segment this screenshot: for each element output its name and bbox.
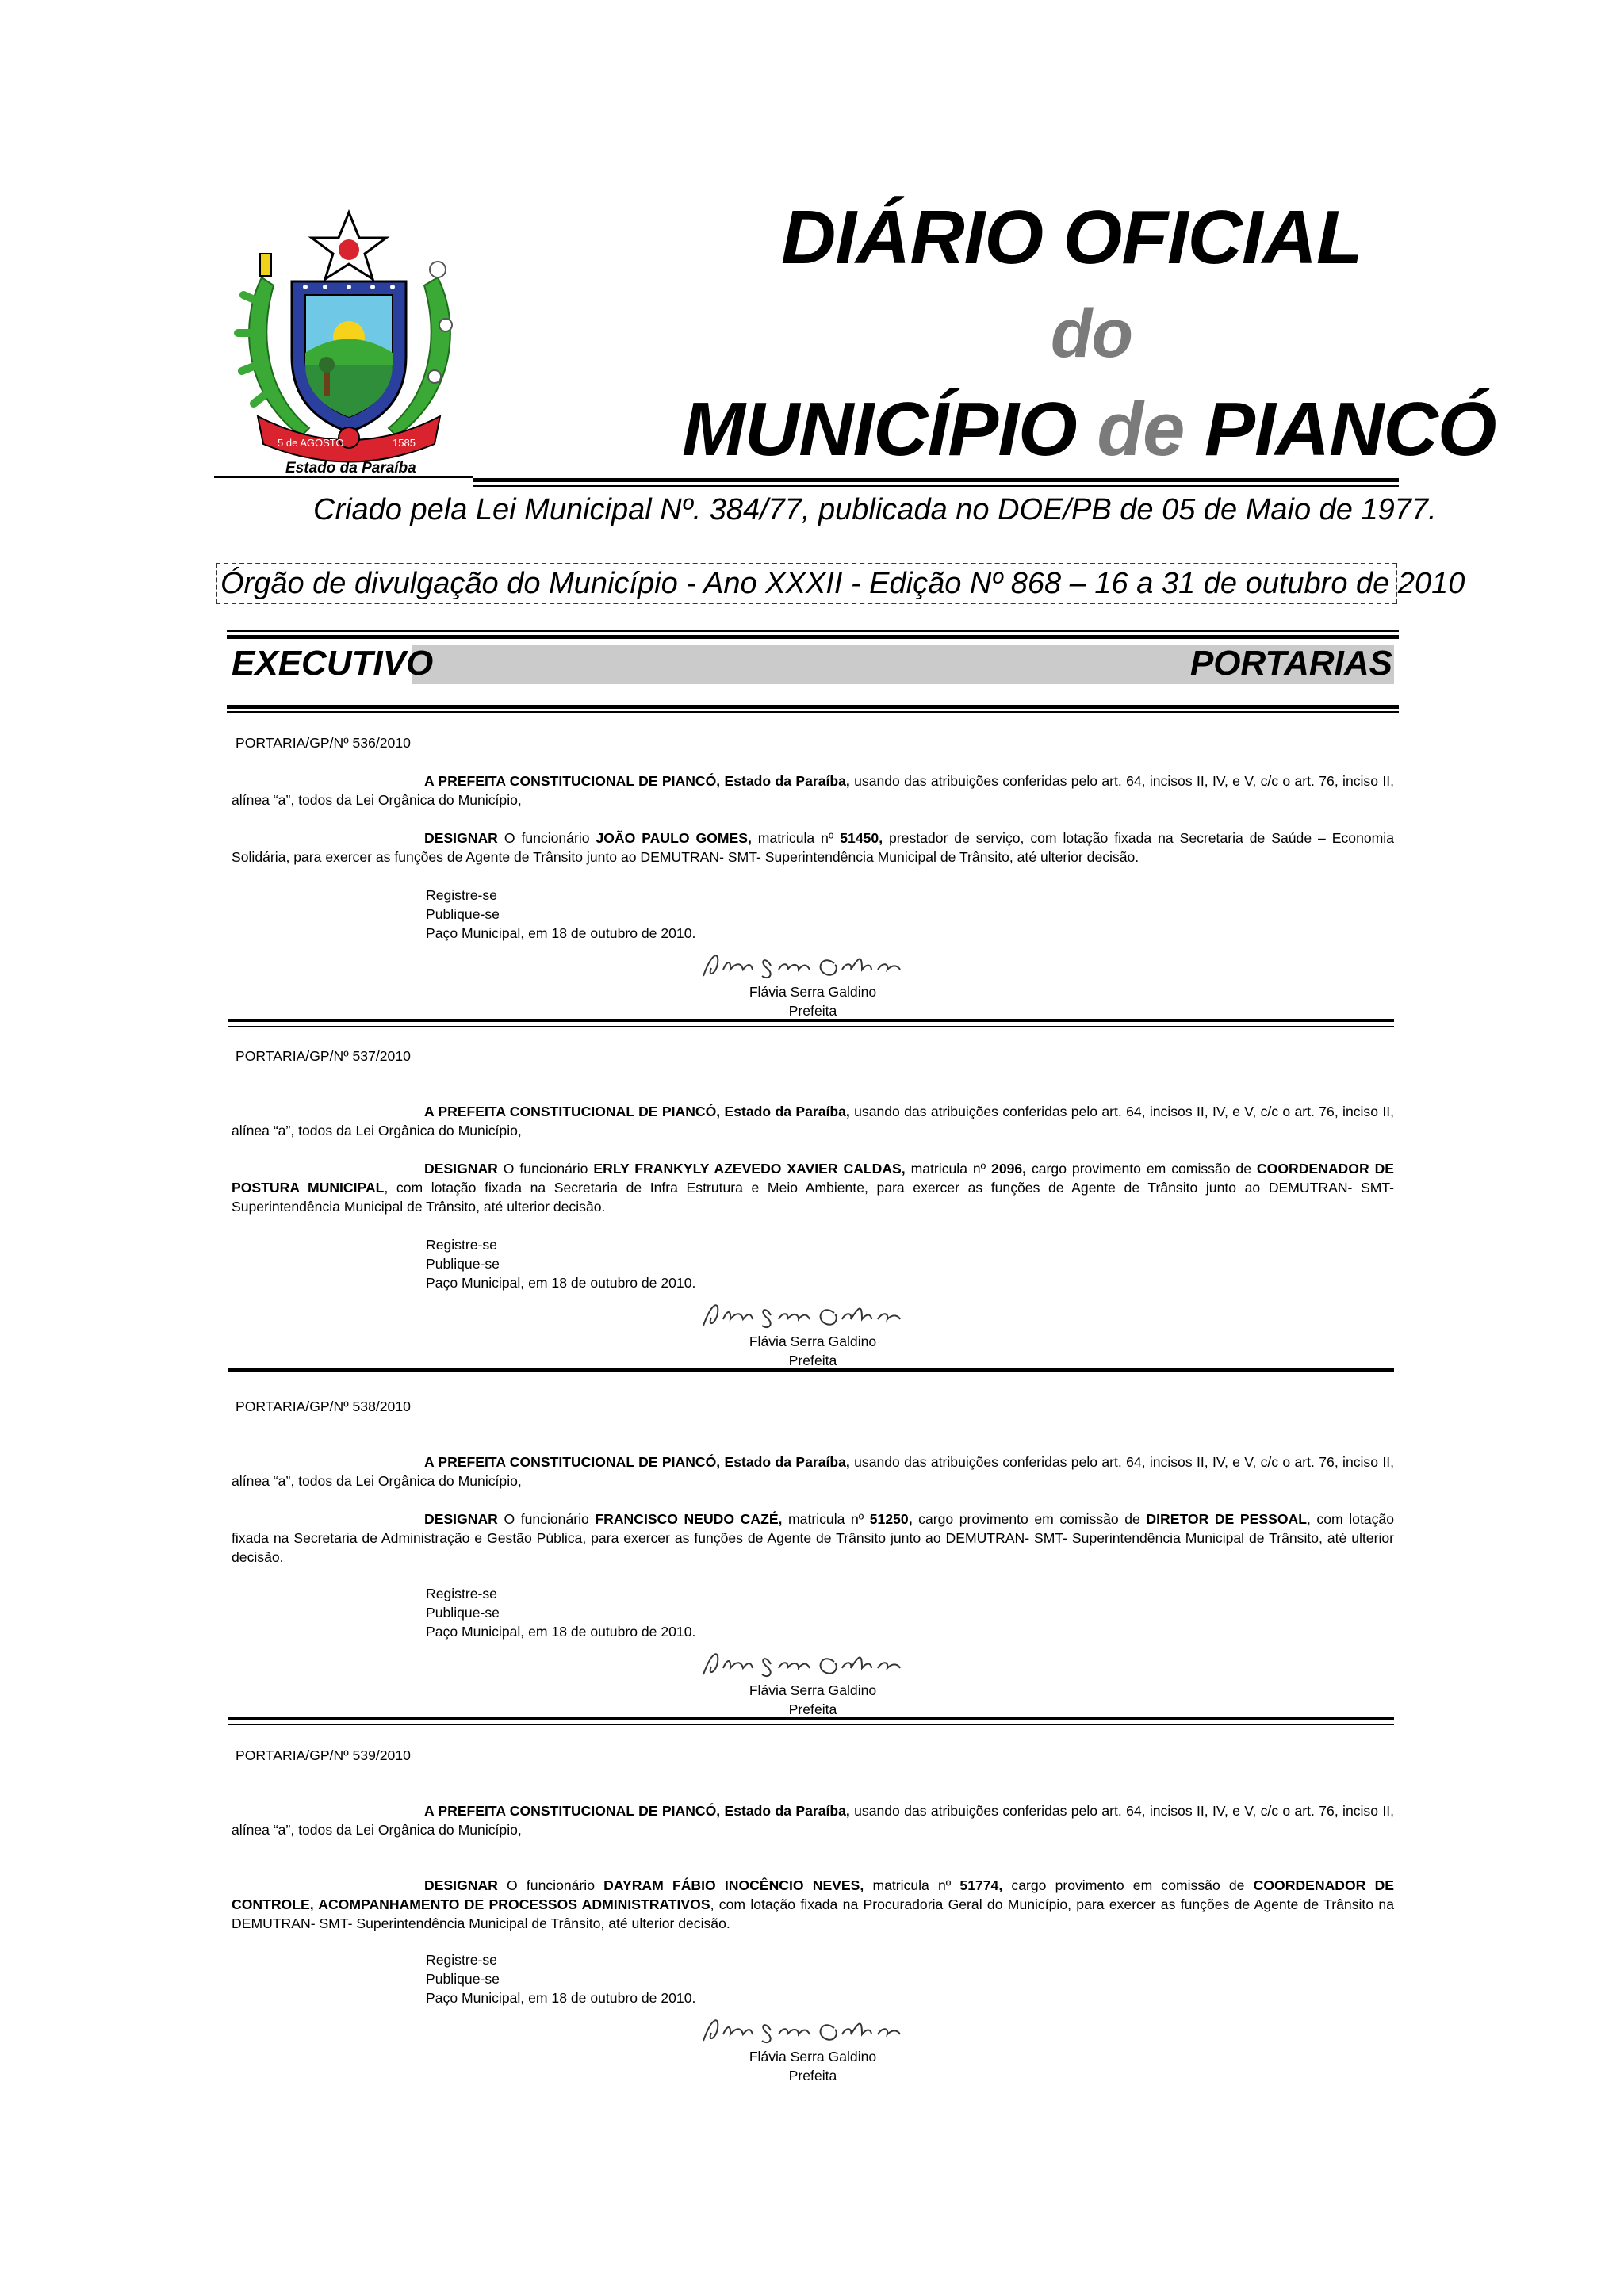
signer-name: Flávia Serra Galdino xyxy=(749,984,877,1000)
designation-text: cargo provimento em comissão de xyxy=(1026,1161,1257,1177)
publique-text: Publique-se xyxy=(426,906,500,922)
paco-text: Paço Municipal, em 18 de outubro de 2010. xyxy=(426,1624,696,1640)
closing-block xyxy=(426,886,695,943)
ribbon-right-text: 1585 xyxy=(393,437,416,449)
preamble-bold: A PREFEITA CONSTITUCIONAL DE PIANCÓ, Estado da Paraíba, xyxy=(424,773,850,789)
portaria-designation xyxy=(232,1159,1394,1216)
section-rule-bottom-thin xyxy=(227,711,1399,713)
signature-image xyxy=(695,1295,957,1335)
preamble-bold: A PREFEITA CONSTITUCIONAL DE PIANCÓ, Estado da Paraíba, xyxy=(424,1454,850,1470)
signature-image xyxy=(695,946,957,985)
portaria-separator-thick xyxy=(228,1717,1394,1720)
portaria-number: PORTARIA/GP/Nº 536/2010 xyxy=(236,735,411,751)
closing-block xyxy=(426,1950,695,2007)
portaria-separator-thick xyxy=(228,1368,1394,1372)
portaria-separator-thick xyxy=(228,1019,1394,1022)
preamble-bold: A PREFEITA CONSTITUCIONAL DE PIANCÓ, Estado da Paraíba, xyxy=(424,1803,850,1819)
section-rule-top-thick xyxy=(227,635,1399,639)
publique-text: Publique-se xyxy=(426,1256,500,1272)
signer-name: Flávia Serra Galdino xyxy=(749,1334,877,1349)
ribbon-left-text: 5 de AGOSTO xyxy=(278,437,344,449)
designation-text: cargo provimento em comissão de xyxy=(912,1511,1147,1527)
masthead-rule-thin xyxy=(473,485,1399,487)
employee-matricula: 2096, xyxy=(991,1161,1027,1177)
portaria-preamble xyxy=(232,771,1394,809)
coat-underline xyxy=(214,476,473,478)
designation-text: O funcionário xyxy=(497,1161,594,1177)
portaria-number: PORTARIA/GP/Nº 539/2010 xyxy=(236,1747,411,1763)
signer-role: Prefeita xyxy=(788,1003,837,1019)
publique-text: Publique-se xyxy=(426,1605,500,1621)
employee-matricula: 51250, xyxy=(869,1511,913,1527)
coat-of-arms-emblem xyxy=(230,206,468,476)
preamble-text: usando das atribuições conferidas pelo art. 64, incisos II, IV, e V, c/c o art. 76, inciso II, alínea “a”, todos da Lei Orgânica do Município, xyxy=(232,773,1395,808)
designar-word: DESIGNAR xyxy=(424,1877,498,1893)
portaria-designation xyxy=(232,828,1394,867)
portaria-number: PORTARIA/GP/Nº 538/2010 xyxy=(236,1399,411,1414)
designation-text: O funcionário xyxy=(497,1511,596,1527)
employee-name: FRANCISCO NEUDO CAZÉ, xyxy=(595,1511,783,1527)
paco-text: Paço Municipal, em 18 de outubro de 2010. xyxy=(426,925,696,941)
portaria-designation xyxy=(232,1876,1394,1933)
publique-text: Publique-se xyxy=(426,1971,500,1987)
designation-text: , com lotação fixada na Secretaria de Infra Estrutura e Meio Ambiente, para exercer as funções de Agente de Trânsito junto ao DEMUTRAN- SMT- Superintendência Municipal de Trânsito, até ulterior decisão. xyxy=(232,1180,1395,1215)
masthead-title-line3 xyxy=(682,387,1496,472)
designar-word: DESIGNAR xyxy=(424,830,498,846)
employee-matricula: 51450, xyxy=(840,830,883,846)
masthead-rule-thick xyxy=(473,478,1399,482)
section-rule-top-thin xyxy=(227,630,1399,632)
edition-text: Órgão de divulgação do Município - Ano XXXII - Edição Nº 868 – 16 a 31 de outubro de 2010 xyxy=(220,567,1465,600)
portaria-number: PORTARIA/GP/Nº 537/2010 xyxy=(236,1048,411,1064)
signature-image xyxy=(695,2011,957,2050)
portaria-separator-thin xyxy=(228,1724,1394,1725)
signer-name: Flávia Serra Galdino xyxy=(749,1682,877,1698)
preamble-text: usando das atribuições conferidas pelo art. 64, incisos II, IV, e V, c/c o art. 76, inciso II, alínea “a”, todos da Lei Orgânica do Município, xyxy=(232,1803,1395,1838)
preamble-bold: A PREFEITA CONSTITUCIONAL DE PIANCÓ, Estado da Paraíba, xyxy=(424,1104,850,1119)
portaria-separator-thin xyxy=(228,1026,1394,1027)
state-label: Estado da Paraíba xyxy=(285,460,416,476)
signer-role: Prefeita xyxy=(788,1353,837,1368)
registre-text: Registre-se xyxy=(426,1586,497,1601)
signature-image xyxy=(695,1644,957,1684)
signer-role: Prefeita xyxy=(788,1701,837,1717)
paco-text: Paço Municipal, em 18 de outubro de 2010. xyxy=(426,1275,696,1291)
masthead-municipio: MUNICÍPIO xyxy=(682,387,1097,472)
designation-text: , com lotação fixada na Procuradoria Geral do Município, para exercer as funções de Agente de Trânsito na DEMUTRAN- SMT- Superintendência Municipal de Trânsito, até ulterior decisão. xyxy=(232,1896,1394,1931)
masthead-subtitle: Criado pela Lei Municipal Nº. 384/77, publicada no DOE/PB de 05 de Maio de 1977. xyxy=(313,493,1437,526)
designation-text: , com lotação fixada na Secretaria de Administração e Gestão Pública, para exercer as funções de Agente de Trânsito junto ao DEMUTRAN- SMT- Superintendência Municipal de Trânsito, até ulterior decisão. xyxy=(232,1511,1394,1565)
portaria-preamble xyxy=(232,1452,1394,1490)
cargo-title: DIRETOR DE PESSOAL xyxy=(1146,1511,1307,1527)
designation-text: O funcionário xyxy=(497,830,596,846)
employee-name: ERLY FRANKYLY AZEVEDO XAVIER CALDAS, xyxy=(593,1161,906,1177)
designar-word: DESIGNAR xyxy=(424,1511,498,1527)
section-title-executivo: EXECUTIVO xyxy=(232,644,434,683)
masthead-title-line2: do xyxy=(1051,296,1133,372)
portaria-preamble xyxy=(232,1102,1394,1140)
registre-text: Registre-se xyxy=(426,887,497,903)
masthead-pianco: PIANCÓ xyxy=(1184,387,1496,472)
designar-word: DESIGNAR xyxy=(424,1161,498,1177)
designation-text: matricula nº xyxy=(751,830,841,846)
designation-text: matricula nº xyxy=(864,1877,960,1893)
masthead-de: de xyxy=(1097,387,1185,472)
designation-text: O funcionário xyxy=(497,1877,604,1893)
employee-matricula: 51774, xyxy=(959,1877,1003,1893)
portaria-designation xyxy=(232,1510,1394,1567)
closing-block xyxy=(426,1584,695,1641)
signer-name: Flávia Serra Galdino xyxy=(749,2049,877,2064)
designation-text: cargo provimento em comissão de xyxy=(1002,1877,1254,1893)
designation-text: matricula nº xyxy=(905,1161,992,1177)
portaria-preamble xyxy=(232,1801,1394,1839)
employee-name: JOÃO PAULO GOMES, xyxy=(596,830,752,846)
closing-block xyxy=(426,1235,695,1292)
cargo-title: COORDENADOR DE CONTROLE, ACOMPANHAMENTO DE PROCESSOS ADMINISTRATIVOS xyxy=(232,1877,1395,1912)
section-title-portarias: PORTARIAS xyxy=(1189,644,1392,683)
preamble-text: usando das atribuições conferidas pelo art. 64, incisos II, IV, e V, c/c o art. 76, inciso II, alínea “a”, todos da Lei Orgânica do Município, xyxy=(232,1104,1395,1138)
signer-role: Prefeita xyxy=(788,2068,837,2084)
cargo-title: COORDENADOR DE POSTURA MUNICIPAL xyxy=(232,1161,1395,1196)
designation-text: matricula nº xyxy=(782,1511,870,1527)
registre-text: Registre-se xyxy=(426,1952,497,1968)
section-rule-bottom-thick xyxy=(227,705,1399,709)
paco-text: Paço Municipal, em 18 de outubro de 2010. xyxy=(426,1990,696,2006)
registre-text: Registre-se xyxy=(426,1237,497,1253)
preamble-text: usando das atribuições conferidas pelo art. 64, incisos II, IV, e V, c/c o art. 76, inciso II, alínea “a”, todos da Lei Orgânica do Município, xyxy=(232,1454,1395,1489)
employee-name: DAYRAM FÁBIO INOCÊNCIO NEVES, xyxy=(603,1877,864,1893)
masthead-title-line1: DIÁRIO OFICIAL xyxy=(781,195,1362,280)
designation-text: prestador de serviço, com lotação fixada na Secretaria de Saúde – Economia Solidária, para exercer as funções de Agente de Trânsito junto ao DEMUTRAN- SMT- Superintendência Municipal de Trânsito, até ulterior decisão. xyxy=(232,830,1395,865)
